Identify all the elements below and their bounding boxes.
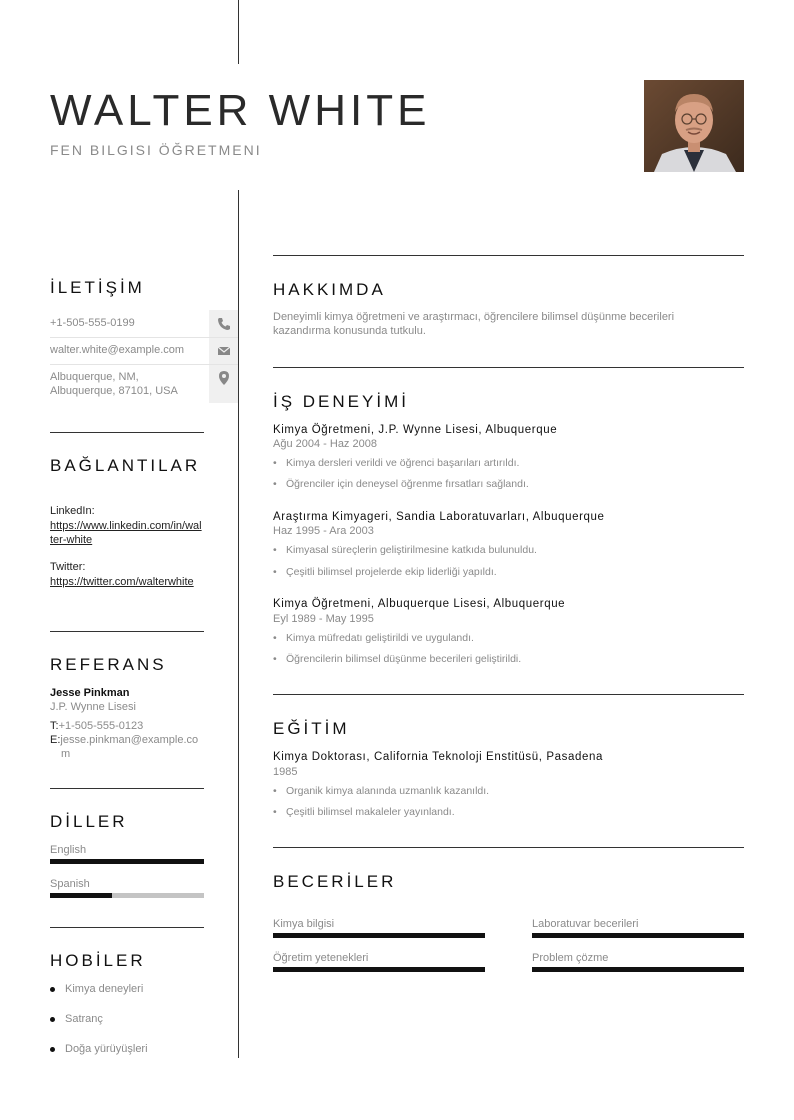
- reference-phone: +1-505-555-0123: [58, 720, 144, 732]
- job-title: FEN BILGISI ÖĞRETMENI: [50, 142, 262, 158]
- skill-name: Kimya bilgisi: [273, 918, 335, 930]
- language-level-bar: [50, 859, 204, 864]
- twitter-label: Twitter:: [50, 561, 86, 573]
- contact-email: walter.white@example.com: [50, 343, 238, 365]
- job-bullet: • Öğrencilerin bilimsel düşünme becerileri geliştirildi.: [273, 653, 522, 665]
- divider: [50, 432, 204, 433]
- hobby-item: [50, 1013, 103, 1025]
- skill-level-fill: [532, 933, 744, 938]
- column-divider-line: [238, 190, 239, 1058]
- address-line-1: Albuquerque, NM,: [50, 371, 139, 383]
- profile-photo: [644, 80, 744, 172]
- linkedin-link[interactable]: https://www.linkedin.com/in/walter-white: [50, 520, 202, 546]
- references-heading: REFERANS: [50, 655, 167, 674]
- about-heading: HAKKIMDA: [273, 280, 386, 299]
- bullet-dot-icon: [50, 987, 55, 992]
- skill-level-fill: [273, 967, 485, 972]
- bullet-text: Öğrenciler için deneysel öğrenme fırsatları sağlandı.: [286, 478, 529, 490]
- links-heading: BAĞLANTILAR: [50, 456, 201, 475]
- contact-heading: İLETİŞİM: [50, 278, 145, 297]
- education-heading: EĞİTİM: [273, 719, 350, 738]
- divider: [50, 927, 204, 928]
- job-dates: Eyl 1989 - May 1995: [273, 613, 374, 625]
- bullet-dot-icon: [50, 1047, 55, 1052]
- language-name: Spanish: [50, 878, 90, 890]
- reference-email-label: E:: [50, 734, 61, 746]
- skill-level-bar: [532, 967, 744, 972]
- hobby-label: Satranç: [65, 1013, 103, 1025]
- hobby-label: Kimya deneyleri: [65, 983, 144, 995]
- job-bullet: • Öğrenciler için deneysel öğrenme fırsatları sağlandı.: [273, 478, 529, 490]
- job-dates: Haz 1995 - Ara 2003: [273, 525, 374, 537]
- envelope-icon: [216, 343, 232, 359]
- hobby-item: [50, 1043, 148, 1055]
- bullet-text: Kimya müfredatı geliştirildi ve uygulandı.: [286, 632, 474, 644]
- bullet-text: Çeşitli bilimsel makaleler yayınlandı.: [286, 806, 455, 818]
- skill-name: Laboratuvar becerileri: [532, 918, 639, 930]
- bullet-text: Kimyasal süreçlerin geliştirilmesine katkıda bulunuldu.: [286, 544, 537, 556]
- language-level-bar: [50, 893, 204, 898]
- skill-name: Problem çözme: [532, 952, 609, 964]
- job-title: Araştırma Kimyageri, Sandia Laboratuvarları, Albuquerque: [273, 511, 605, 523]
- experience-heading: İŞ DENEYİMİ: [273, 392, 409, 411]
- languages-heading: DİLLER: [50, 812, 128, 831]
- top-divider-line: [238, 0, 239, 64]
- education-bullet: • Organik kimya alanında uzmanlık kazanıldı.: [273, 785, 490, 797]
- job-bullet: • Kimya dersleri verildi ve öğrenci başarıları artırıldı.: [273, 457, 520, 469]
- divider: [50, 788, 204, 789]
- job-bullet: • Kimya müfredatı geliştirildi ve uygulandı.: [273, 632, 474, 644]
- reference-email[interactable]: jesse.pinkman@example.com: [60, 734, 199, 760]
- skills-heading: BECERİLER: [273, 872, 397, 891]
- divider: [273, 694, 744, 695]
- bullet-text: Çeşitli bilimsel projelerde ekip liderliği yapıldı.: [286, 566, 497, 578]
- person-name: WALTER WHITE: [50, 86, 431, 135]
- job-title: Kimya Öğretmeni, Albuquerque Lisesi, Albuquerque: [273, 598, 566, 610]
- bullet-text: Kimya dersleri verildi ve öğrenci başarıları artırıldı.: [286, 457, 520, 469]
- divider: [50, 631, 204, 632]
- bullet-dot-icon: [50, 1017, 55, 1022]
- reference-phone-row: [50, 719, 206, 733]
- bullet-text: Öğrencilerin bilimsel düşünme becerileri geliştirildi.: [286, 653, 522, 665]
- language-name: English: [50, 844, 87, 856]
- phone-icon: [216, 316, 232, 332]
- skill-level-bar: [273, 933, 485, 938]
- skill-name: Öğretim yetenekleri: [273, 952, 369, 964]
- hobby-item: [50, 983, 143, 995]
- about-text: Deneyimli kimya öğretmeni ve araştırmacı, öğrencilere bilimsel düşünme becerileri kazandırma konusunda tutkulu.: [273, 311, 675, 337]
- hobbies-heading: HOBİLER: [50, 951, 146, 970]
- linkedin-label: LinkedIn:: [50, 505, 95, 517]
- education-title: Kimya Doktorası, California Teknoloji Enstitüsü, Pasadena: [273, 751, 603, 763]
- job-bullet: • Kimyasal süreçlerin geliştirilmesine katkıda bulunuldu.: [273, 544, 537, 556]
- contact-phone: +1-505-555-0199: [50, 316, 238, 338]
- education-year: 1985: [273, 766, 298, 778]
- hobby-label: Doğa yürüyüşleri: [65, 1043, 148, 1055]
- reference-email-row: [50, 733, 206, 761]
- contact-address: [50, 370, 238, 398]
- reference-phone-label: T:: [50, 720, 59, 732]
- divider: [273, 847, 744, 848]
- divider: [273, 367, 744, 368]
- skill-level-bar: [273, 967, 485, 972]
- job-title: Kimya Öğretmeni, J.P. Wynne Lisesi, Albuquerque: [273, 424, 558, 436]
- education-bullet: • Çeşitli bilimsel makaleler yayınlandı.: [273, 806, 455, 818]
- job-bullet: • Çeşitli bilimsel projelerde ekip liderliği yapıldı.: [273, 566, 497, 578]
- reference-name: Jesse Pinkman: [50, 687, 130, 699]
- reference-organization: J.P. Wynne Lisesi: [50, 701, 136, 713]
- language-level-fill: [50, 859, 204, 864]
- job-dates: Ağu 2004 - Haz 2008: [273, 438, 377, 450]
- skill-level-fill: [532, 967, 744, 972]
- skill-level-bar: [532, 933, 744, 938]
- skill-level-fill: [273, 933, 485, 938]
- bullet-text: Organik kimya alanında uzmanlık kazanıldı.: [286, 785, 490, 797]
- divider: [273, 255, 744, 256]
- address-line-2: Albuquerque, 87101, USA: [50, 385, 178, 397]
- twitter-link[interactable]: https://twitter.com/walterwhite: [50, 576, 194, 588]
- language-level-fill: [50, 893, 112, 898]
- location-pin-icon: [216, 370, 232, 386]
